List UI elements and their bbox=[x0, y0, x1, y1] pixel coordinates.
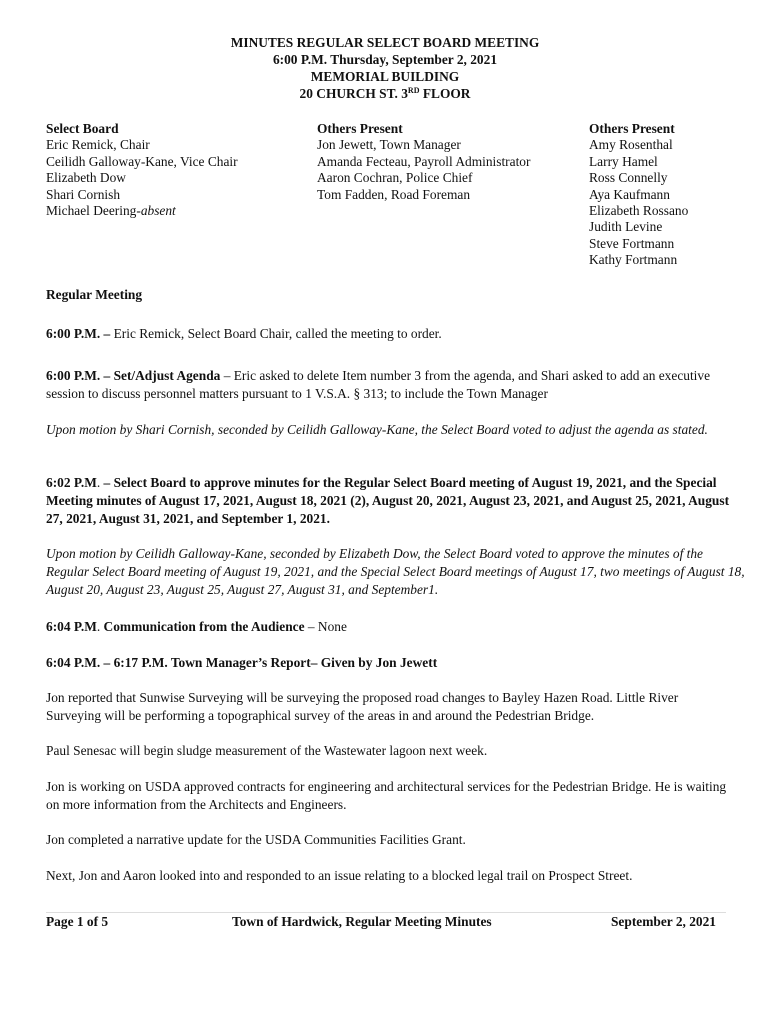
others-present-column-1 bbox=[317, 121, 530, 203]
report-paragraph: Next, Jon and Aaron looked into and responded to an issue relating to a blocked legal trail on Prospect Street. bbox=[46, 868, 633, 883]
member-name-absent bbox=[46, 203, 238, 219]
audience-item bbox=[46, 618, 736, 636]
member-name: Ceilidh Galloway-Kane, Vice Chair bbox=[46, 153, 238, 169]
call-text: Eric Remick, Select Board Chair, called the meeting to order. bbox=[110, 326, 442, 341]
address-text: 20 CHURCH ST. 3 bbox=[299, 86, 408, 101]
attendee-name: Kathy Fortmann bbox=[589, 252, 678, 268]
header-datetime: 6:00 P.M. Thursday, September 2, 2021 bbox=[272, 52, 498, 67]
minutes-motion: Upon motion by Ceilidh Galloway-Kane, seconded by Elizabeth Dow, the Select Board voted to approve the minutes of the Regular Select Board meeting of August 19, 2021, and the Special Select Board meetings of August 17, two meetings of August 18, August 20, August 23, August 25, August 27, August 31, and September1. bbox=[46, 546, 745, 597]
footer-divider bbox=[46, 912, 726, 913]
member-name: Eric Remick, Chair bbox=[46, 137, 150, 153]
agenda-motion: Upon motion by Shari Cornish, seconded by Ceilidh Galloway-Kane, the Select Board voted to adjust the agenda as stated. bbox=[46, 422, 708, 437]
report-paragraph: Jon is working on USDA approved contracts for engineering and architectural services for the Pedestrian Bridge. He is waiting on more information from the Architects and Engineers. bbox=[46, 779, 727, 812]
attendee-name: Larry Hamel bbox=[589, 153, 658, 169]
minutes-time: 6:02 P.M bbox=[46, 475, 97, 490]
agenda-item bbox=[46, 367, 736, 403]
attendee-name: Elizabeth Rossano bbox=[589, 203, 689, 219]
document-header bbox=[0, 34, 770, 102]
minutes-dot: . bbox=[96, 475, 101, 490]
report-paragraph: Jon completed a narrative update for the USDA Communities Facilities Grant. bbox=[46, 832, 466, 847]
audience-dot: . bbox=[96, 619, 104, 634]
footer-date: September 2, 2021 bbox=[610, 914, 716, 929]
absent-member-name: Michael Deering- bbox=[46, 203, 141, 219]
minutes-heading: – Select Board to approve minutes for the Regular Select Board meeting of August 19, 2021, and the Special Meeting minutes of August 17, 2021, August 18, 2021 (2), August 20, 2021, August 23, 2021, and August 25, 2021, August 27, 2021, August 31, 2021, and September 1, 2021. bbox=[46, 475, 730, 526]
footer-page-number: Page 1 of 5 bbox=[46, 914, 109, 929]
attendee-name: Steve Fortmann bbox=[589, 235, 675, 251]
member-name: Shari Cornish bbox=[46, 186, 121, 202]
audience-text: – None bbox=[304, 619, 347, 634]
audience-time: 6:04 P.M bbox=[46, 619, 97, 634]
attendee-name: Amy Rosenthal bbox=[589, 137, 673, 153]
attendee-name: Amanda Fecteau, Payroll Administrator bbox=[317, 153, 531, 169]
attendee-name: Jon Jewett, Town Manager bbox=[317, 137, 461, 153]
header-location: MEMORIAL BUILDING bbox=[310, 69, 460, 84]
minutes-approval-item bbox=[46, 474, 736, 528]
member-name: Elizabeth Dow bbox=[46, 170, 126, 186]
report-paragraph: Paul Senesac will begin sludge measurement of the Wastewater lagoon next week. bbox=[46, 743, 488, 758]
call-to-order bbox=[46, 325, 736, 343]
agenda-text: – Eric asked to delete Item number 3 from the agenda, and Shari asked to add an executive session to discuss personnel matters pursuant to 1 V.S.A. § 313; to include the Town Manager bbox=[46, 368, 711, 401]
header-address bbox=[0, 85, 770, 102]
audience-heading: Communication from the Audience bbox=[103, 619, 305, 634]
attendee-name: Aaron Cochran, Police Chief bbox=[317, 170, 473, 186]
absent-label: absent bbox=[140, 203, 176, 219]
attendee-name: Ross Connelly bbox=[589, 170, 668, 186]
select-board-column bbox=[46, 121, 238, 219]
attendee-name: Aya Kaufmann bbox=[589, 186, 670, 202]
attendee-name: Judith Levine bbox=[589, 219, 663, 235]
others-present-heading: Others Present bbox=[317, 121, 403, 136]
agenda-heading: 6:00 P.M. – Set/Adjust Agenda bbox=[46, 368, 221, 383]
select-board-heading: Select Board bbox=[46, 121, 119, 136]
attendee-name: Tom Fadden, Road Foreman bbox=[317, 186, 471, 202]
address-floor: FLOOR bbox=[419, 86, 471, 101]
report-paragraph: Jon reported that Sunwise Surveying will be surveying the proposed road changes to Bayley Hazen Road. Little River Surveying will be performing a topographical survey of the areas in and around the Pedestrian Bridge. bbox=[46, 690, 679, 723]
call-time: 6:00 P.M. – bbox=[46, 326, 111, 341]
footer-title: Town of Hardwick, Regular Meeting Minutes bbox=[232, 914, 492, 929]
address-superscript: RD bbox=[407, 86, 420, 95]
town-manager-report-heading: 6:04 P.M. – 6:17 P.M. Town Manager’s Report– Given by Jon Jewett bbox=[46, 655, 438, 670]
header-title: MINUTES REGULAR SELECT BOARD MEETING bbox=[230, 35, 540, 50]
others-present-heading: Others Present bbox=[589, 121, 675, 136]
regular-meeting-heading: Regular Meeting bbox=[46, 287, 143, 302]
others-present-column-2 bbox=[589, 121, 688, 269]
